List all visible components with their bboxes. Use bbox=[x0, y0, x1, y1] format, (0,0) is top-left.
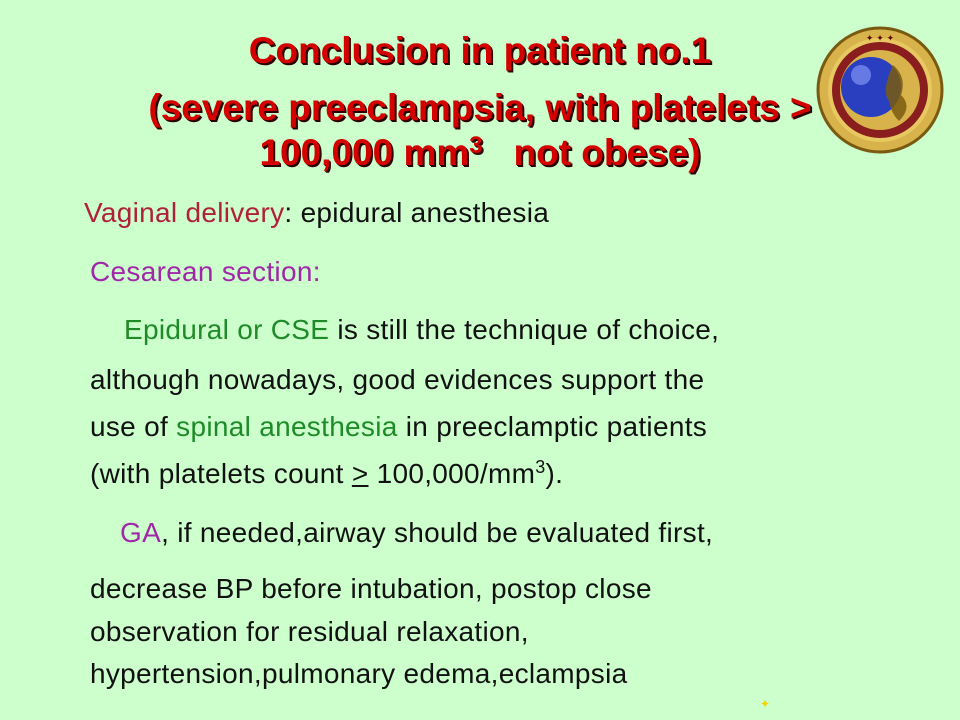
vaginal-delivery-line bbox=[84, 197, 549, 229]
title-text: 100,000 mm bbox=[259, 132, 470, 173]
para2-line-3 bbox=[90, 616, 529, 648]
body-text: hypertension,pulmonary edema,eclampsia bbox=[90, 658, 628, 689]
svg-text:✦ ✦ ✦: ✦ ✦ ✦ bbox=[865, 34, 895, 44]
para2-line-1 bbox=[120, 517, 713, 549]
para1-line-1 bbox=[124, 314, 719, 346]
para1-line-2 bbox=[90, 364, 704, 396]
title-text: (severe preeclampsia, with platelets > bbox=[148, 87, 812, 128]
greater-or-equal-symbol: > bbox=[351, 458, 369, 489]
emphasis-text: Epidural or CSE bbox=[124, 314, 330, 345]
ga-label: GA bbox=[120, 517, 162, 548]
title-text: Conclusion in patient no.1 bbox=[248, 30, 712, 71]
cesarean-section-line bbox=[90, 256, 321, 288]
emphasis-text: spinal anesthesia bbox=[176, 411, 398, 442]
university-seal-icon bbox=[815, 25, 945, 155]
title-text: not obese) bbox=[513, 132, 701, 173]
cesarean-section-label: Cesarean section: bbox=[90, 256, 321, 287]
body-text: observation for residual relaxation, bbox=[90, 616, 529, 647]
vaginal-delivery-value: epidural anesthesia bbox=[300, 197, 550, 228]
para1-line-4 bbox=[90, 457, 563, 490]
body-text: (with platelets count bbox=[90, 458, 352, 489]
body-text: 100,000/mm bbox=[368, 458, 536, 489]
sparkle-icon: ✦ bbox=[760, 697, 771, 711]
colon: : bbox=[284, 197, 301, 228]
body-text: although nowadays, good evidences support the bbox=[90, 364, 705, 395]
para1-line-3 bbox=[90, 411, 707, 443]
body-text: is still the technique of choice, bbox=[329, 314, 720, 345]
title-superscript: 3 bbox=[469, 132, 483, 159]
body-text: decrease BP before intubation, postop close bbox=[90, 573, 652, 604]
para2-line-2 bbox=[90, 573, 652, 605]
body-text: ). bbox=[545, 458, 564, 489]
body-text: , if needed,airway should be evaluated first, bbox=[161, 517, 714, 548]
body-text: in preeclamptic patients bbox=[397, 411, 708, 442]
body-text: use of bbox=[90, 411, 177, 442]
para2-line-4 bbox=[90, 658, 627, 690]
superscript: 3 bbox=[535, 457, 546, 477]
vaginal-delivery-label: Vaginal delivery bbox=[84, 197, 285, 228]
